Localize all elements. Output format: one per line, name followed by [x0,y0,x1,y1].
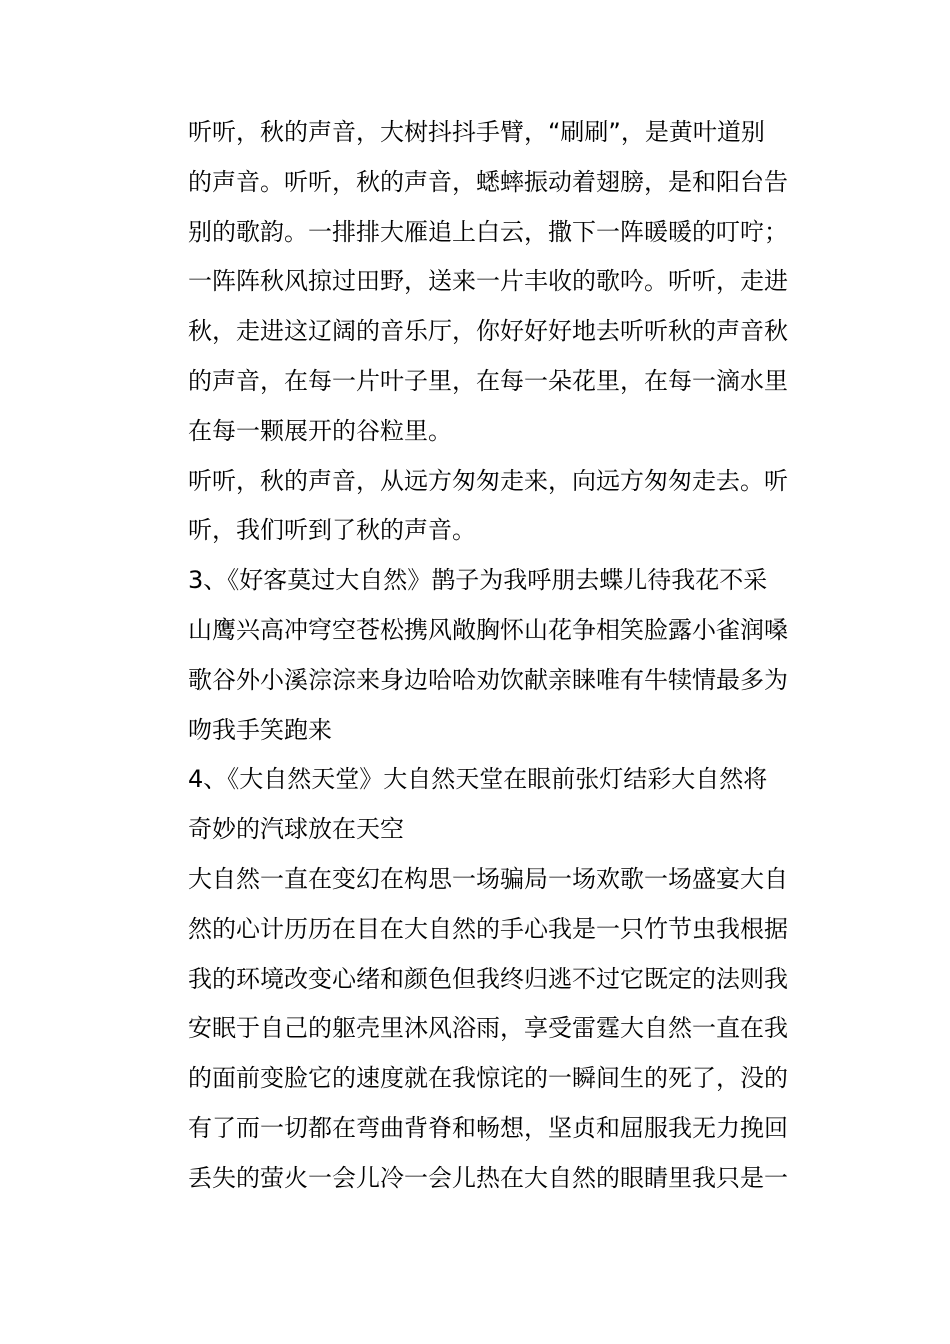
text-line: 听，我们听到了秋的声音。 [188,516,476,545]
text-line: 听听，秋的声音，从远方匆匆走来，向远方匆匆走去。听 [188,466,788,495]
text-line: 的声音，在每一片叶子里，在每一朵花里，在每一滴水里 [188,366,788,395]
text-line: 然的心计历历在目在大自然的手心我是一只竹节虫我根据 [188,914,788,943]
text-line: 4、《大自然天堂》大自然天堂在眼前张灯结彩大自然将 [188,765,768,794]
text-line: 山鹰兴高冲穹空苍松携风敞胸怀山花争相笑脸露小雀润嗓 [188,615,788,644]
text-line: 秋，走进这辽阔的音乐厅，你好好好地去听听秋的声音秋 [188,317,788,346]
text-line: 3、《好客莫过大自然》鹊子为我呼朋去蝶儿待我花不采 [188,566,768,595]
text-line: 丢失的萤火一会儿冷一会儿热在大自然的眼睛里我只是一 [188,1163,788,1192]
text-line: 安眠于自己的躯壳里沐风浴雨，享受雷霆大自然一直在我 [188,1014,788,1043]
document-body [188,108,813,1204]
text-line: 有了而一切都在弯曲背脊和畅想，坚贞和屈服我无力挽回 [188,1113,788,1142]
text-line: 吻我手笑跑来 [188,715,332,744]
text-line: 的面前变脸它的速度就在我惊诧的一瞬间生的死了，没的 [188,1064,788,1093]
text-line: 的声音。听听，秋的声音，蟋蟀振动着翅膀，是和阳台告 [188,167,788,196]
text-line: 歌谷外小溪淙淙来身边哈哈劝饮献亲睐唯有牛犊情最多为 [188,665,788,694]
text-line: 在每一颗展开的谷粒里。 [188,416,452,445]
text-line: 大自然一直在变幻在构思一场骗局一场欢歌一场盛宴大自 [188,864,788,893]
text-line: 一阵阵秋风掠过田野，送来一片丰收的歌吟。听听，走进 [188,267,788,296]
text-line: 听听，秋的声音，大树抖抖手臂，“刷刷”，是黄叶道别 [188,118,765,146]
text-line: 奇妙的汽球放在天空 [188,815,404,844]
text-line: 别的歌韵。一排排大雁追上白云，撒下一阵暖暖的叮咛； [188,217,788,246]
text-line: 我的环境改变心绪和颜色但我终归逃不过它既定的法则我 [188,964,788,993]
